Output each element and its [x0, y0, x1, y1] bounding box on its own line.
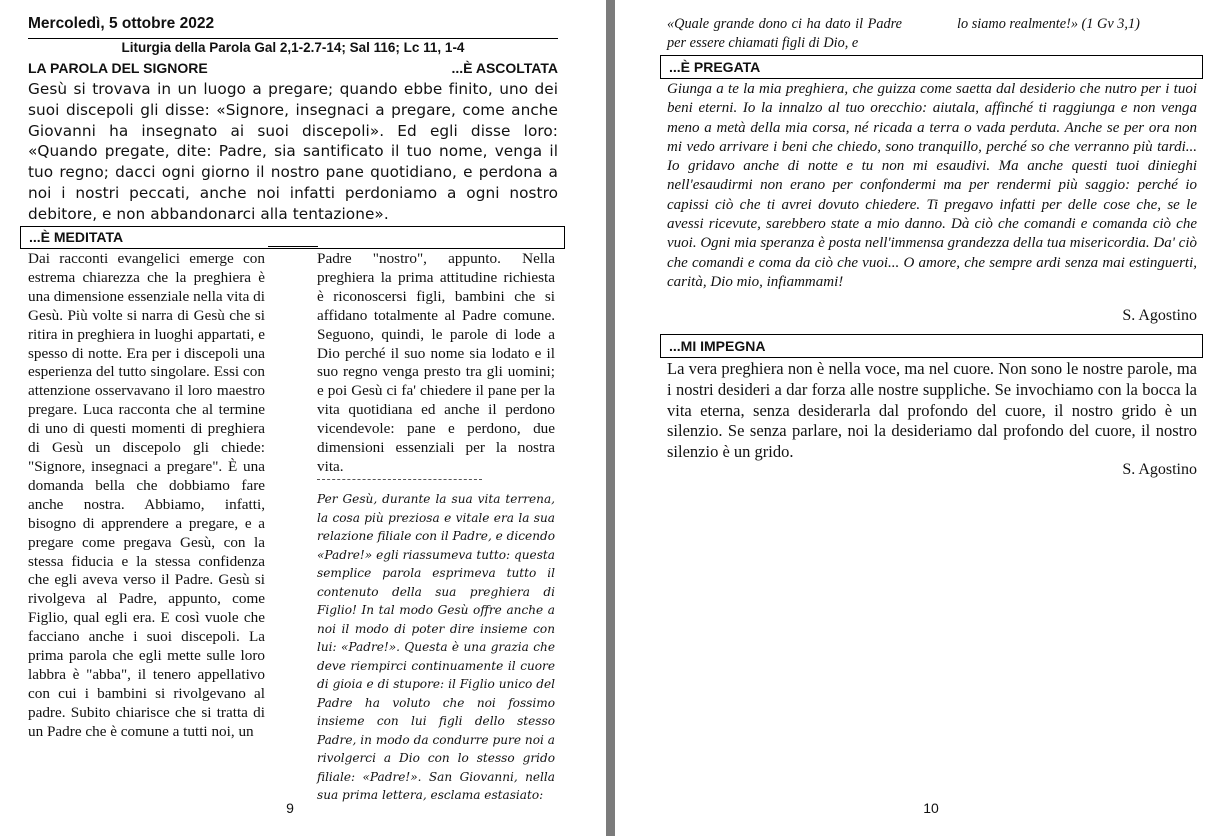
listened-heading: ...È ASCOLTATA	[451, 60, 558, 76]
column-divider	[268, 246, 318, 247]
prayed-section-heading: ...È PREGATA	[660, 55, 1203, 79]
word-of-lord-heading: LA PAROLA DEL SIGNORE	[28, 60, 208, 76]
prayer-signature: S. Agostino	[1122, 307, 1197, 324]
meditation-column-1: Dai racconti evangelici emerge con estrema chiarezza che la preghiera è una dimensione essenziale nella vita di Gesù. Più volte si narra di Gesù che si ritira in preghiera in luoghi appartati, e spesso di notte. Era per i discepoli una esperienza del tutto singolare. Essi con attenzione osservavano il loro maestro pregare. Luca racconta che al termine di uno di questi momenti di preghiera di Gesù un discepolo gli chiede: "Signore, insegnaci a pregare". È una domanda bella che dobbiamo fare anche nostra. Abbiamo, infatti, bisogno di apprendere a pregare, e a pregare come pregava Gesù, con la stessa fiducia e la stessa confidenza che egli aveva verso il Padre. Gesù si rivolgeva al Padre, appunto, come Figlio, qual egli era. E così vuole che facciano anche i suoi discepoli. La prima parola che egli mette sulle loro labbra è "abba", il tenero appellativo con cui i bambini si rivolgevano al padre. Subito chiarisce che si tratta di un Padre che è comune a tutti noi, un	[28, 250, 265, 740]
liturgy-reference: Liturgia della Parola Gal 2,1-2.7-14; Sal 116; Lc 11, 1-4	[121, 40, 465, 55]
meditation-column-2: Padre "nostro", appunto. Nella preghiera la prima attitudine richiesta è riconoscersi figli, bambini che si affidano totalmente al Padre comune. Seguono, quindi, le parole di lode a Dio perché il suo nome sia lodato e il suo regno venga presto tra gli uomini; e poi Gesù ci fa' chiedere il pane per la vita quotidiana ed anche il perdono vicendevole: pane e perdono, due dimensioni essenziali per la nostra vita.	[317, 250, 555, 475]
quote-separator	[317, 479, 482, 480]
page-number: 9	[286, 800, 294, 816]
right-page	[615, 0, 1227, 836]
left-page	[0, 0, 606, 836]
continued-quote-part-1: «Quale grande dono ci ha dato il Padre per essere chiamati figli di Dio, e	[667, 16, 902, 51]
prayer-text: Giunga a te la mia preghiera, che guizza come saetta dal desiderio che nutro per i tuoi beni eterni. Io la innalzo al tuo orecchio: aiutala, affinché ti raggiunga e non venga meno a metà della mia corsa, né ricada a terra o vada perduta. Anche se per ora non mi vedo arrivare i beni che chiedo, sono tranquillo, perché so che verranno più tardi... Io gridavo anche di notte e tu non mi esaudivi. Ma anche questi tuoi dinieghi nell'esaudirmi non erano per confondermi ma per rendermi più saggio: perché io capissi ciò che ti avrei dovuto chiedere. Ti pregavo infatti per delle cose che, se le avessi ricevute, sarebbero state a mio danno. Dà ciò che comandi e comanda ciò che vuoi. Ogni mia speranza è posta nell'immensa grandezza della tua misericordia. Da' ciò che comandi e coma da ciò che vuoi... O amore, che sempre ardi senza mai estinguerti, carità, Dio mio, infiammami!	[667, 81, 1197, 290]
commitment-text: La vera preghiera non è nella voce, ma nel cuore. Non sono le nostre parole, ma i nostri desideri a dar forza alle nostre suppliche. Se invochiamo con la bocca la vita eterna, senza desiderarla dal profondo del cuore, il nostro grido è un silenzio. Se senza parlare, noi la desideriamo dal profondo del cuore, il nostro silenzio è un grido.	[667, 359, 1197, 462]
date-heading: Mercoledì, 5 ottobre 2022	[28, 15, 215, 32]
page-gutter	[606, 0, 615, 836]
continued-quote-part-2: lo siamo realmente!» (1 Gv 3,1)	[957, 16, 1140, 32]
gospel-passage: Gesù si trovava in un luogo a pregare; quando ebbe finito, uno dei suoi discepoli gli disse: «Signore, insegnaci a pregare, come anche Giovanni ha insegnato ai suoi discepoli». Ed egli disse loro: «Quando pregate, dite: Padre, sia santificato il tuo nome, venga il tuo regno; dacci ogni giorno il nostro pane quotidiano, e perdona a noi i nostri peccati, anche noi infatti perdoniamo a ogni nostro debitore, e non abbandonarci alla tentazione».	[28, 80, 558, 223]
page-number: 10	[923, 800, 939, 816]
meditated-section-heading: ...È MEDITATA	[20, 226, 565, 249]
commitment-section-heading: ...MI IMPEGNA	[660, 334, 1203, 358]
meditation-quote: Per Gesù, durante la sua vita terrena, la cosa più preziosa e vitale era la sua relazione filiale con il Padre, e dicendo «Padre!» egli riassumeva tutto: questa semplice parola esprimeva tutto il contenuto della sua preghiera di Figlio! In tal modo Gesù offre anche a noi il modo di poter dire insieme con lui: «Padre!». Questa è una grazia che deve riempirci continuamente il cuore di gioia e di stupore: il Figlio unico del Padre ha voluto che noi fossimo insieme con lui figli dello stesso Padre, in modo da condurre pure noi a rivolgerci a Dio con lo stesso grido filiale: «Padre!». San Giovanni, nella sua prima lettera, esclama estasiato:	[317, 492, 556, 802]
date-divider	[28, 38, 558, 39]
commitment-signature: S. Agostino	[1122, 461, 1197, 478]
